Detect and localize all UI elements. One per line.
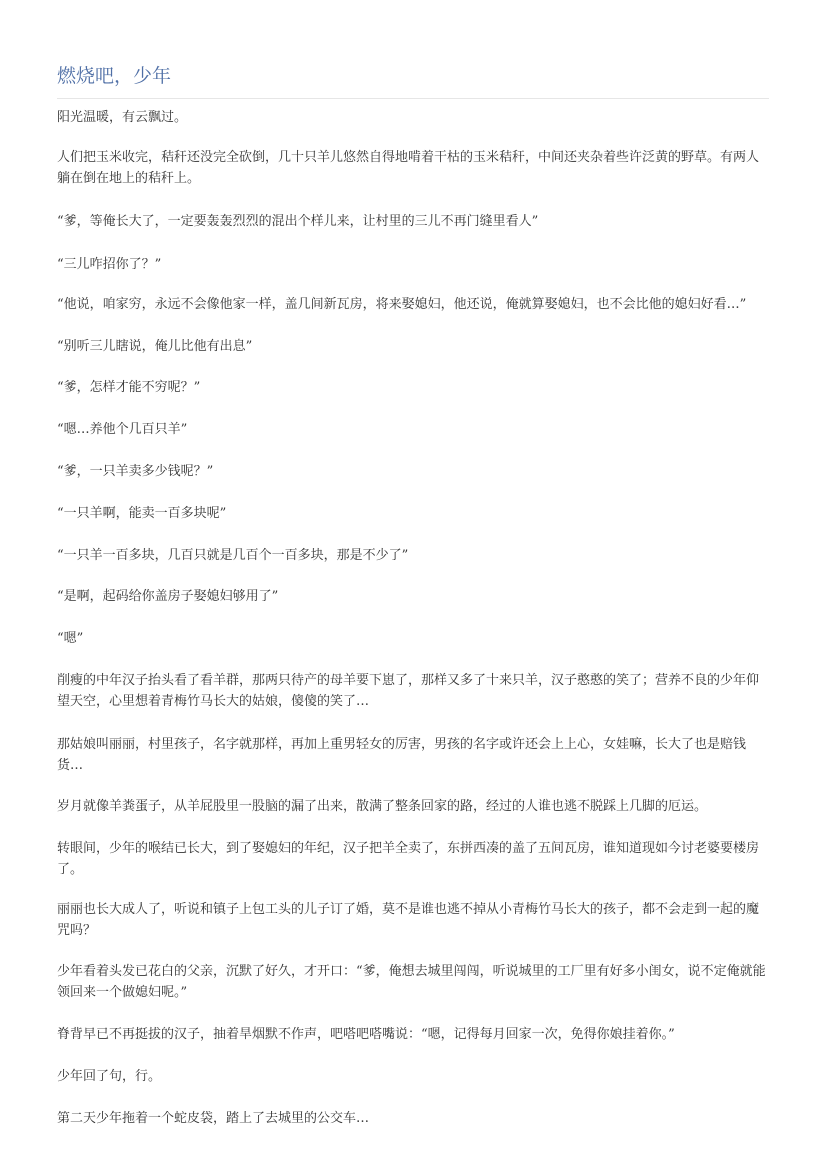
paragraph-5: “他说，咱家穷，永远不会像他家一样，盖几间新瓦房，将来娶媳妇，他还说，俺就算娶媳妇，也不会比他的媳妇好看…”: [57, 297, 747, 312]
paragraph-4: “三儿咋招你了？”: [57, 257, 162, 272]
paragraph-19: 少年看着头发已花白的父亲，沉默了好久，才开口：“爹，俺想去城里闯闯，听说城里的工厂里有好多小闺女，说不定俺就能领回来一个做媳妇呢。”: [57, 964, 766, 1000]
paragraph-17: 转眼间，少年的喉结已长大，到了娶媳妇的年纪，汉子把羊全卖了，东拼西凑的盖了五间瓦房，谁知道现如今讨老婆要楼房了。: [57, 841, 760, 877]
paragraph-11: “一只羊一百多块，几百只就是几百个一百多块，那是不少了”: [57, 548, 409, 563]
title-divider: [57, 98, 769, 99]
paragraph-18: 丽丽也长大成人了，听说和镇子上包工头的儿子订了婚，莫不是谁也逃不掉从小青梅竹马长大的孩子，都不会走到一起的魔咒吗？: [57, 902, 760, 938]
paragraph-13: “嗯”: [57, 631, 84, 646]
paragraph-20: 脊背早已不再挺拔的汉子，抽着旱烟默不作声，吧嗒吧嗒嘴说：“嗯，记得每月回家一次，免得你娘挂着你。”: [57, 1027, 675, 1042]
paragraph-12: “是啊，起码给你盖房子娶媳妇够用了”: [57, 589, 279, 604]
paragraph-10: “一只羊啊，能卖一百多块呢”: [57, 506, 227, 521]
paragraph-2: 人们把玉米收完，秸秆还没完全砍倒，几十只羊儿悠然自得地啃着干枯的玉米秸秆，中间还夹杂着些许泛黄的野草。有两人躺在倒在地上的秸秆上。: [57, 150, 760, 186]
paragraph-21: 少年回了句，行。: [57, 1069, 162, 1084]
paragraph-15: 那姑娘叫丽丽，村里孩子，名字就那样，再加上重男轻女的厉害，男孩的名字或许还会上上心，女娃嘛，长大了也是赔钱货…: [57, 737, 747, 773]
paragraph-9: “爹，一只羊卖多少钱呢？”: [57, 464, 214, 479]
paragraph-1: 阳光温暖，有云飘过。: [57, 110, 188, 125]
paragraph-8: “嗯…养他个几百只羊”: [57, 422, 188, 437]
paragraph-6: “别听三儿瞎说，俺儿比他有出息”: [57, 339, 253, 354]
paragraph-7: “爹，怎样才能不穷呢？”: [57, 380, 201, 395]
paragraph-22: 第二天少年拖着一个蛇皮袋，踏上了去城里的公交车…: [57, 1111, 370, 1126]
paragraph-16: 岁月就像羊粪蛋子，从羊屁股里一股脑的漏了出来，散满了整条回家的路，经过的人谁也逃不脱踩上几脚的厄运。: [57, 799, 708, 814]
paragraph-14: 削瘦的中年汉子抬头看了看羊群，那两只待产的母羊要下崽了，那样又多了十来只羊，汉子憨憨的笑了；营养不良的少年仰望天空，心里想着青梅竹马长大的姑娘，傻傻的笑了…: [57, 673, 760, 709]
article-title: 燃烧吧，少年: [57, 65, 172, 87]
paragraph-3: “爹，等俺长大了，一定要轰轰烈烈的混出个样儿来，让村里的三儿不再门缝里看人”: [57, 214, 539, 229]
